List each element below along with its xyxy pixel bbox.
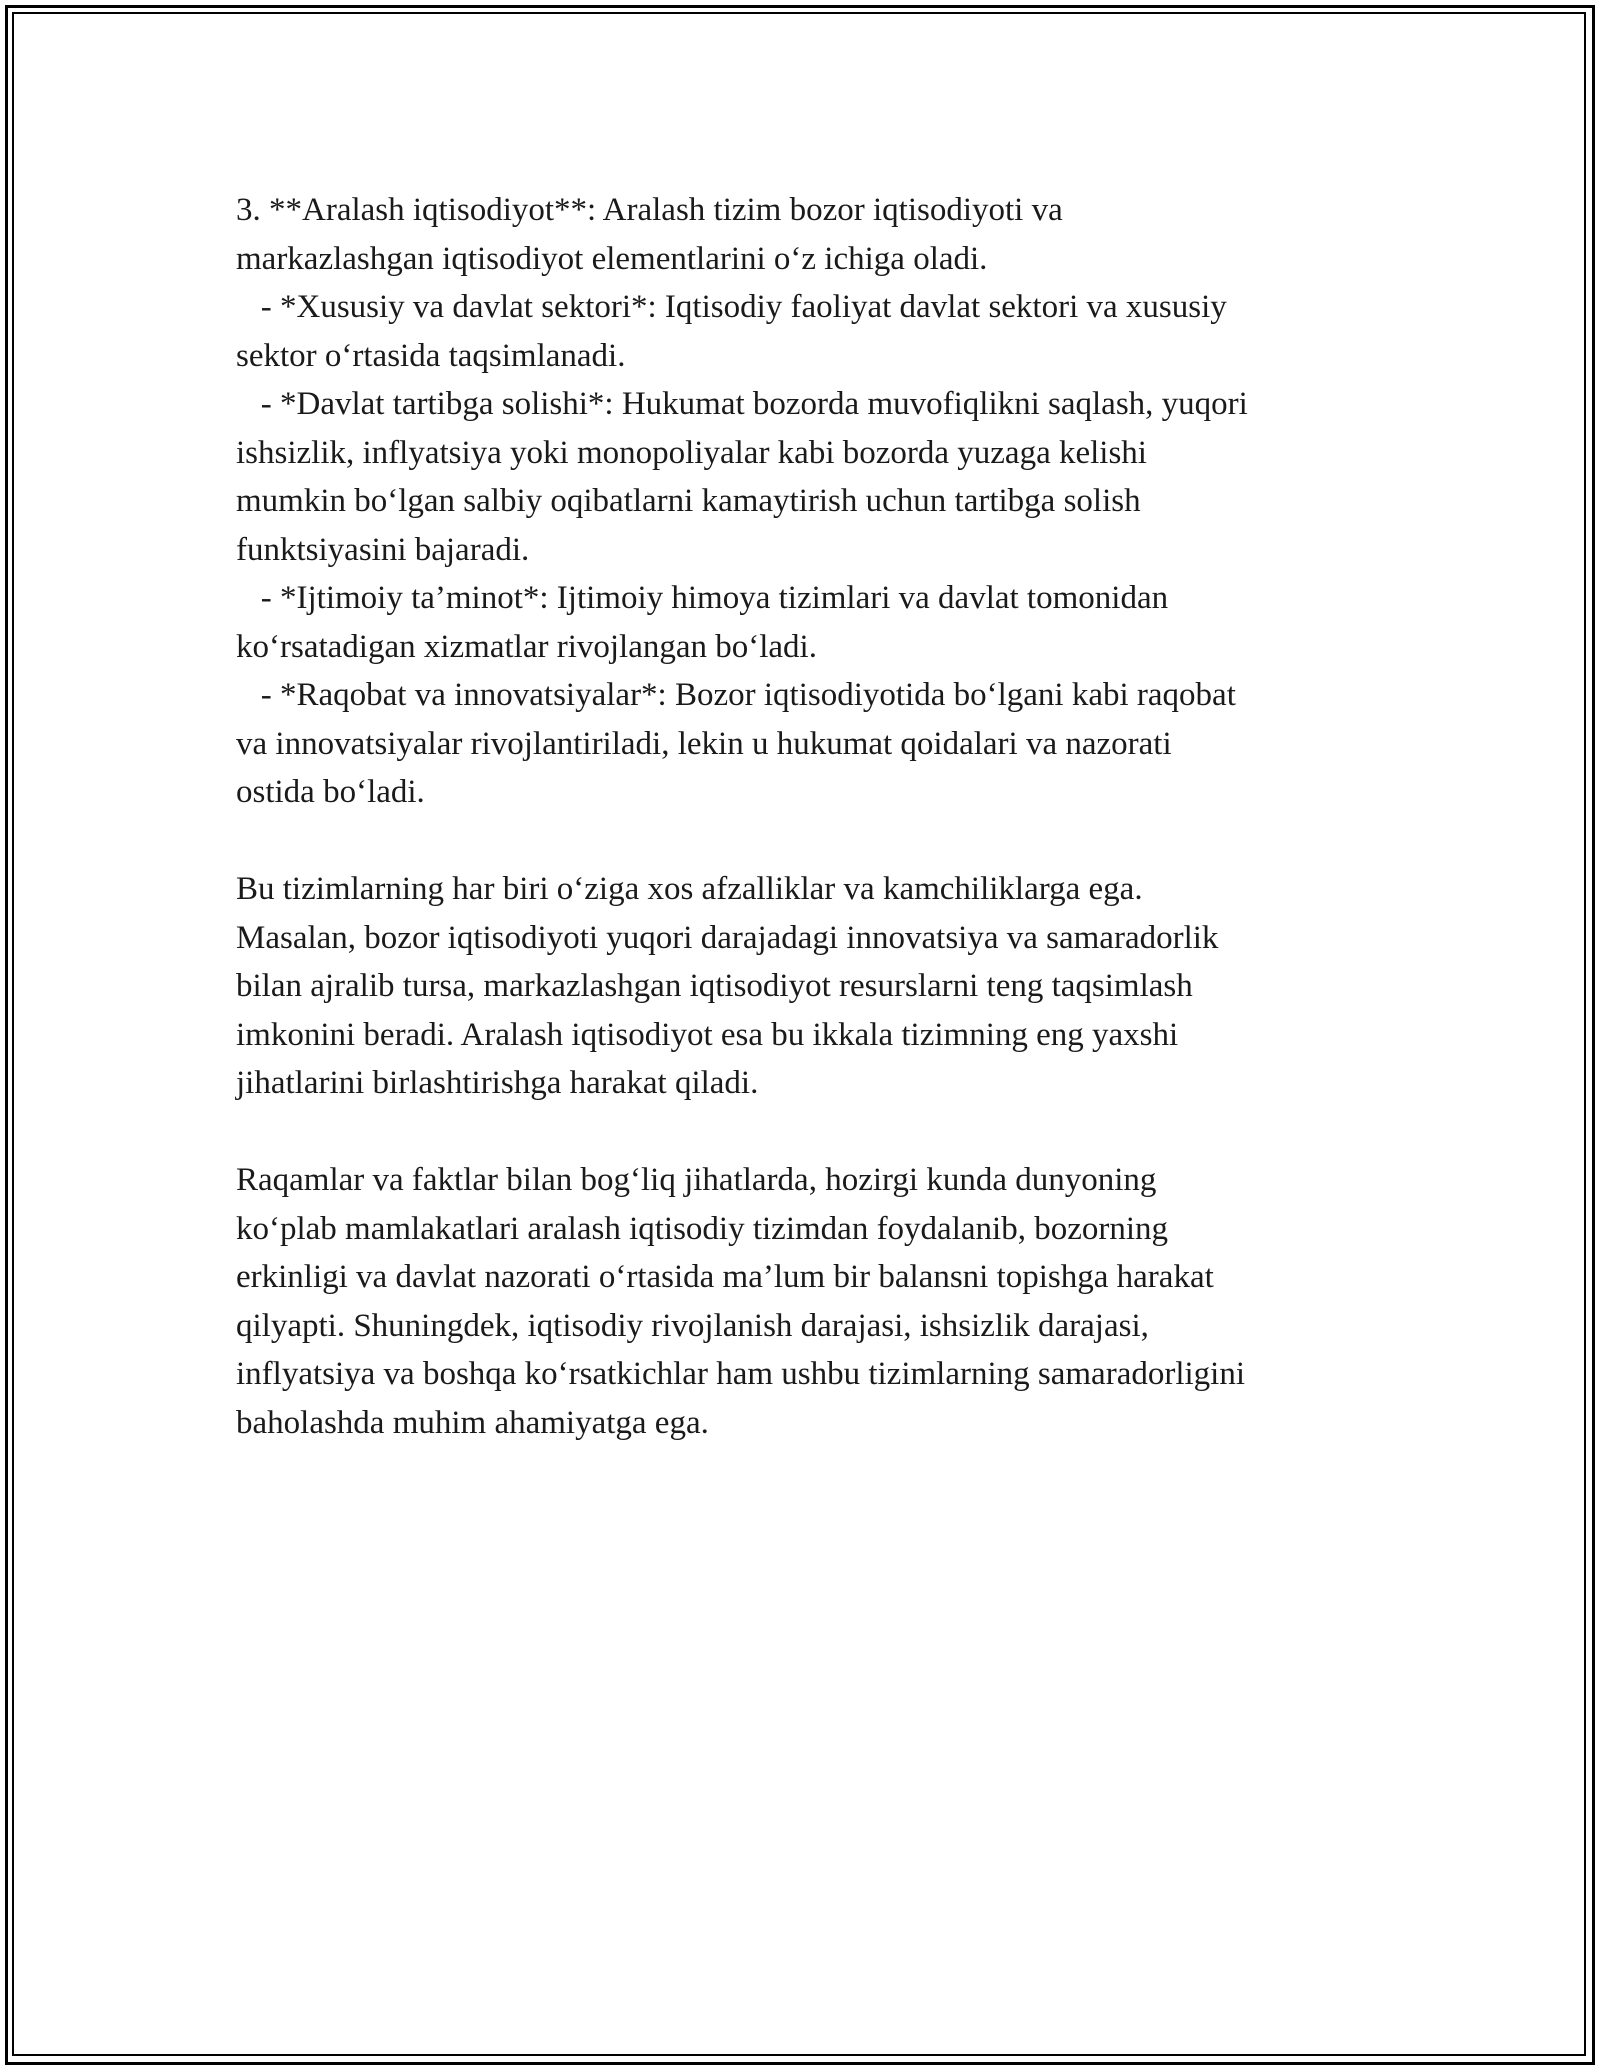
paragraph-spacer [236,1108,1386,1157]
text-line: markazlashgan iqtisodiyot elementlarini o‘z ichiga oladi. [236,240,988,277]
text-line: imkonini beradi. Aralash iqtisodiyot esa bu ikkala tizimning eng yaxshi [236,1016,1179,1053]
text-line: va innovatsiyalar rivojlantiriladi, lekin u hukumat qoidalari va nazorati [236,725,1172,762]
text-line: Masalan, bozor iqtisodiyoti yuqori darajadagi innovatsiya va samaradorlik [236,919,1219,956]
section-heading-line: 3. **Aralash iqtisodiyot**: Aralash tizim bozor iqtisodiyoti va [236,192,1063,228]
text-line: ostida bo‘ladi. [236,774,425,810]
text-line: Bu tizimlarning har biri o‘ziga xos afzalliklar va kamchiliklarga ega. [236,871,1143,907]
bullet-line: - *Ijtimoiy ta’minot*: Ijtimoiy himoya tizimlari va davlat tomonidan [236,580,1169,616]
paragraph-facts [236,1156,1386,1447]
text-line: Raqamlar va faktlar bilan bog‘liq jihatlarda, hozirgi kunda dunyoning [236,1162,1157,1198]
text-line: jihatlarini birlashtirishga harakat qiladi. [236,1065,759,1101]
text-line: bilan ajralib tursa, markazlashgan iqtisodiyot resurslarni teng taqsimlash [236,968,1193,1004]
text-line: ko‘plab mamlakatlari aralash iqtisodiy tizimdan foydalanib, bozorning [236,1210,1168,1247]
text-line: funktsiyasini bajaradi. [236,531,530,568]
text-line: ishsizlik, inflyatsiya yoki monopoliyalar kabi bozorda yuzaga kelishi [236,434,1147,471]
paragraph-systems [236,865,1386,1108]
document-body [236,186,1386,1447]
text-line: erkinligi va davlat nazorati o‘rtasida ma’lum bir balansni topishga harakat [236,1259,1214,1295]
section-mixed-economy [236,186,1386,817]
text-line: inflyatsiya va boshqa ko‘rsatkichlar ham ushbu tizimlarning samaradorligini [236,1356,1245,1392]
text-line: mumkin bo‘lgan salbiy oqibatlarni kamaytirish uchun tartibga solish [236,483,1141,519]
text-line: baholashda muhim ahamiyatga ega. [236,1404,709,1441]
text-line: sektor o‘rtasida taqsimlanadi. [236,337,626,374]
bullet-line: - *Raqobat va innovatsiyalar*: Bozor iqtisodiyotida bo‘lgani kabi raqobat [236,677,1236,713]
bullet-line: - *Davlat tartibga solishi*: Hukumat bozorda muvofiqlikni saqlash, yuqori [236,386,1248,422]
paragraph-spacer [236,817,1386,866]
text-line: qilyapti. Shuningdek, iqtisodiy rivojlanish darajasi, ishsizlik darajasi, [236,1307,1149,1344]
bullet-line: - *Xususiy va davlat sektori*: Iqtisodiy faoliyat davlat sektori va xususiy [236,289,1227,325]
text-line: ko‘rsatadigan xizmatlar rivojlangan bo‘ladi. [236,628,817,665]
